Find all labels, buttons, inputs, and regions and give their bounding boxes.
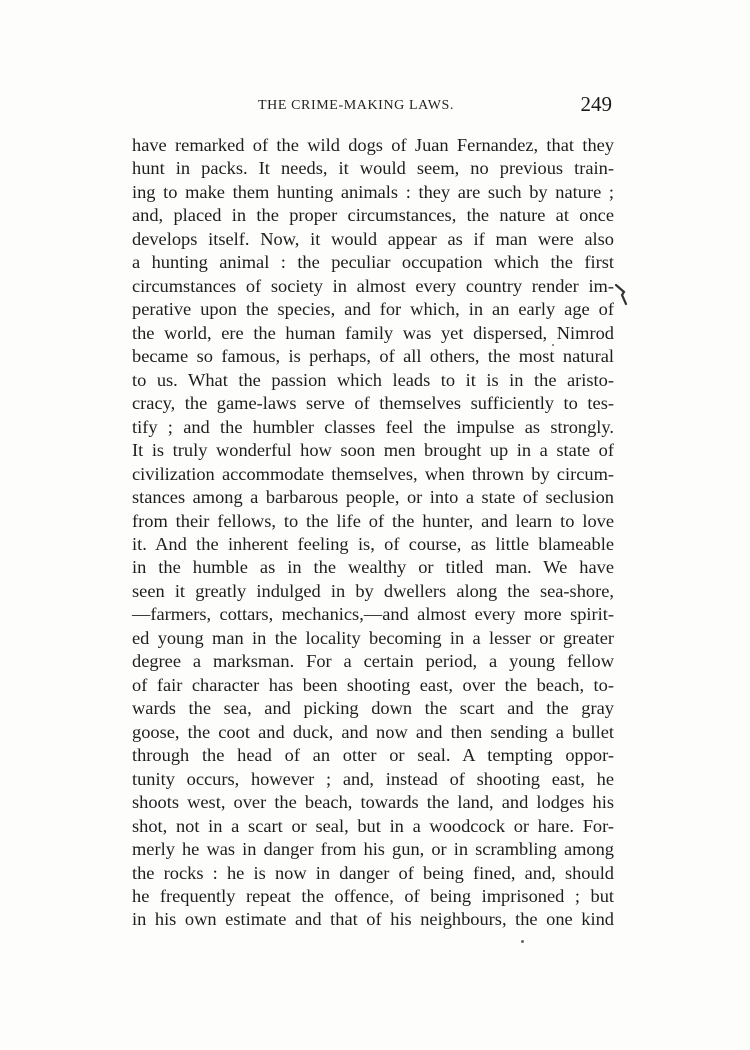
running-head <box>0 92 750 122</box>
text-line: cracy, the game-laws serve of themselves sufficiently to tes- <box>132 393 614 414</box>
text-line: a hunting animal : the peculiar occupation which the first <box>132 252 614 273</box>
text-line: from their fellows, to the life of the hunter, and learn to love <box>132 510 614 531</box>
text-line: ing to make them hunting animals : they are such by nature ; <box>132 181 614 202</box>
running-title: THE CRIME-MAKING LAWS. <box>258 98 455 113</box>
text-line: —farmers, cottars, mechanics,—and almost every more spirit- <box>132 604 614 625</box>
text-line: wards the sea, and picking down the scart and the gray <box>132 698 614 719</box>
text-line: in the humble as in the wealthy or titled man. We have <box>132 557 614 578</box>
body-text <box>132 134 614 932</box>
text-line: in his own estimate and that of his neighbours, the one kind <box>132 909 614 930</box>
text-line: degree a marksman. For a certain period, a young fellow <box>132 651 614 672</box>
text-line: hunt in packs. It needs, it would seem, no previous train- <box>132 158 614 179</box>
text-line: have remarked of the wild dogs of Juan Fernandez, that they <box>132 135 614 155</box>
text-line: shoots west, over the beach, towards the land, and lodges his <box>132 792 614 813</box>
text-line: tify ; and the humbler classes feel the impulse as strongly. <box>132 416 614 437</box>
text-line: develops itself. Now, it would appear as if man were also <box>132 228 614 249</box>
ink-speck <box>552 344 554 346</box>
text-line: merly he was in danger from his gun, or in scrambling among <box>132 839 614 860</box>
text-line: tunity occurs, however ; and, instead of shooting east, he <box>132 768 614 789</box>
text-line: stances among a barbarous people, or into a state of seclusion <box>132 487 614 508</box>
text-line: ed young man in the locality becoming in a lesser or greater <box>132 627 614 648</box>
text-line: perative upon the species, and for which, in an early age of <box>132 299 614 320</box>
ink-speck <box>521 940 524 943</box>
text-line: civilization accommodate themselves, when thrown by circum- <box>132 463 614 484</box>
text-line: circumstances of society in almost every country render im- <box>132 275 614 296</box>
text-line: it. And the inherent feeling is, of course, as little blameable <box>132 533 614 554</box>
text-line: shot, not in a scart or seal, but in a woodcock or hare. For- <box>132 815 614 836</box>
text-line: goose, the coot and duck, and now and then sending a bullet <box>132 721 614 742</box>
text-line: of fair character has been shooting east, over the beach, to- <box>132 674 614 695</box>
pencil-mark-icon <box>614 282 628 308</box>
text-line: and, placed in the proper circumstances, the nature at once <box>132 205 614 226</box>
text-line: the world, ere the human family was yet dispersed, Nimrod <box>132 322 614 343</box>
text-line: It is truly wonderful how soon men brought up in a state of <box>132 440 614 461</box>
text-line: to us. What the passion which leads to it is in the aristo- <box>132 369 614 390</box>
text-line: became so famous, is perhaps, of all others, the most natural <box>132 346 614 367</box>
text-line: through the head of an otter or seal. A tempting oppor- <box>132 745 614 766</box>
text-line: he frequently repeat the offence, of being imprisoned ; but <box>132 886 614 906</box>
page-number: 249 <box>580 92 612 116</box>
text-line: the rocks : he is now in danger of being fined, and, should <box>132 862 614 883</box>
text-line: seen it greatly indulged in by dwellers along the sea-shore, <box>132 580 614 601</box>
